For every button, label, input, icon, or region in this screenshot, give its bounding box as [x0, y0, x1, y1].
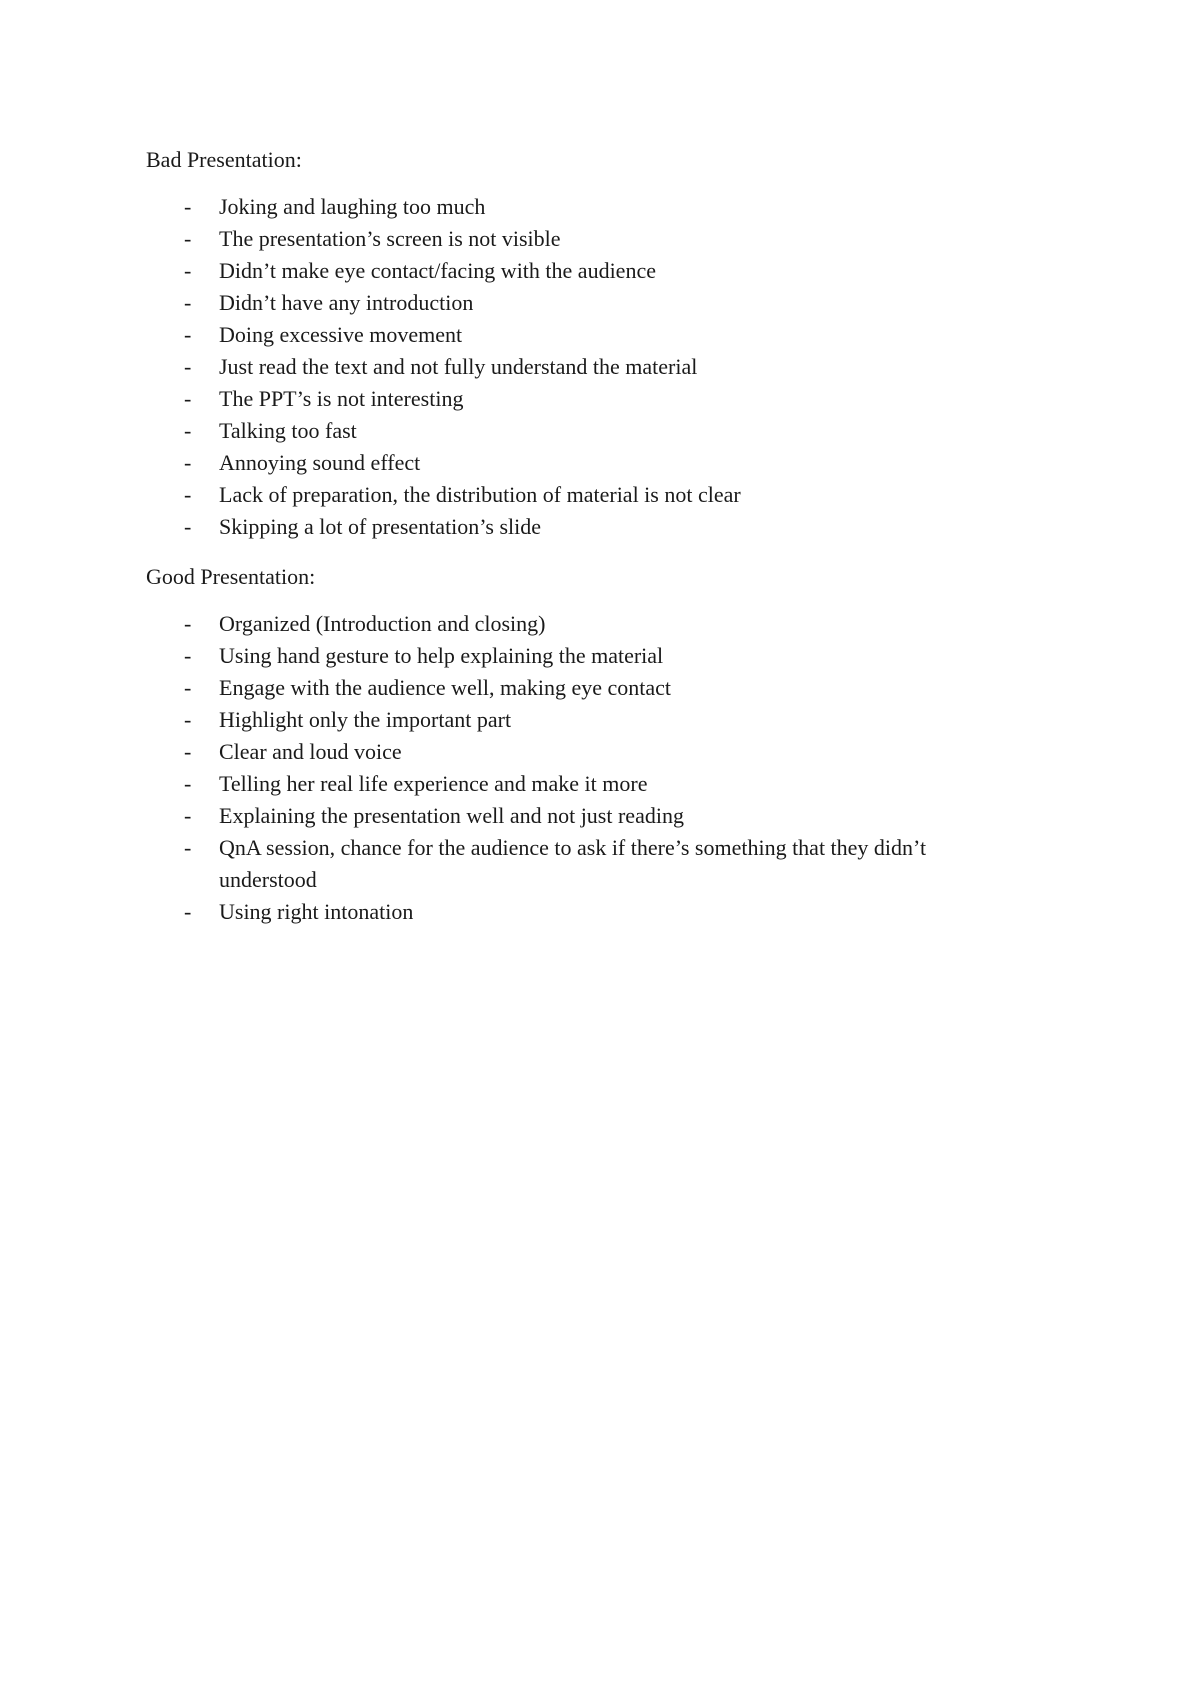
list-item: [146, 383, 1046, 415]
list-item-text: Highlight only the important part: [219, 707, 512, 732]
list-item-text: Annoying sound effect: [219, 450, 421, 475]
dash-bullet: -: [184, 675, 192, 700]
list-item-text: Engage with the audience well, making eye contact: [219, 675, 672, 700]
list-item-text: Joking and laughing too much: [219, 194, 486, 219]
list-item: [146, 255, 1046, 287]
list-item: [146, 832, 1046, 896]
dash-bullet: -: [184, 803, 192, 828]
list-item: [146, 768, 1046, 800]
list-item-text: Explaining the presentation well and not just reading: [219, 803, 684, 828]
list-item-text: The PPT’s is not interesting: [219, 386, 464, 411]
dash-bullet: -: [184, 354, 192, 379]
bad-presentation-section: [146, 144, 1046, 543]
dash-bullet: -: [184, 739, 192, 764]
list-item-text: Talking too fast: [219, 418, 357, 443]
list-item: [146, 223, 1046, 255]
list-item: [146, 896, 1046, 928]
list-item: [146, 351, 1046, 383]
list-item: [146, 704, 1046, 736]
dash-bullet: -: [184, 611, 192, 636]
list-item-text: Organized (Introduction and closing): [219, 611, 546, 636]
dash-bullet: -: [184, 322, 192, 347]
dash-bullet: -: [184, 835, 192, 860]
list-item-text: QnA session, chance for the audience to ask if there’s something that they didn’t understood: [219, 835, 927, 892]
bad-presentation-list: [146, 191, 1046, 543]
list-item-text: Skipping a lot of presentation’s slide: [219, 514, 542, 539]
list-item-text: Telling her real life experience and make it more: [219, 771, 648, 796]
list-item: [146, 287, 1046, 319]
dash-bullet: -: [184, 899, 192, 924]
dash-bullet: -: [184, 514, 192, 539]
dash-bullet: -: [184, 386, 192, 411]
list-item: [146, 800, 1046, 832]
list-item: [146, 191, 1046, 223]
section-heading: Bad Presentation:: [146, 147, 302, 172]
dash-bullet: -: [184, 643, 192, 668]
list-item: [146, 447, 1046, 479]
list-item-text: Using right intonation: [219, 899, 414, 924]
list-item: [146, 736, 1046, 768]
good-presentation-section: [146, 561, 1046, 928]
dash-bullet: -: [184, 290, 192, 315]
list-item: [146, 319, 1046, 351]
list-item-text: Doing excessive movement: [219, 322, 463, 347]
dash-bullet: -: [184, 482, 192, 507]
dash-bullet: -: [184, 418, 192, 443]
dash-bullet: -: [184, 771, 192, 796]
list-item-text: The presentation’s screen is not visible: [219, 226, 561, 251]
dash-bullet: -: [184, 707, 192, 732]
dash-bullet: -: [184, 194, 192, 219]
dash-bullet: -: [184, 226, 192, 251]
list-item: [146, 608, 1046, 640]
list-item-text: Didn’t make eye contact/facing with the audience: [219, 258, 656, 283]
list-item: [146, 511, 1046, 543]
dash-bullet: -: [184, 258, 192, 283]
list-item-text: Didn’t have any introduction: [219, 290, 474, 315]
list-item-text: Lack of preparation, the distribution of material is not clear: [219, 482, 741, 507]
list-item-text: Clear and loud voice: [219, 739, 402, 764]
dash-bullet: -: [184, 450, 192, 475]
list-item-text: Using hand gesture to help explaining the material: [219, 643, 664, 668]
list-item-text: Just read the text and not fully understand the material: [219, 354, 698, 379]
list-item: [146, 415, 1046, 447]
list-item: [146, 672, 1046, 704]
good-presentation-list: [146, 608, 1046, 928]
list-item: [146, 479, 1046, 511]
section-heading: Good Presentation:: [146, 564, 316, 589]
list-item: [146, 640, 1046, 672]
